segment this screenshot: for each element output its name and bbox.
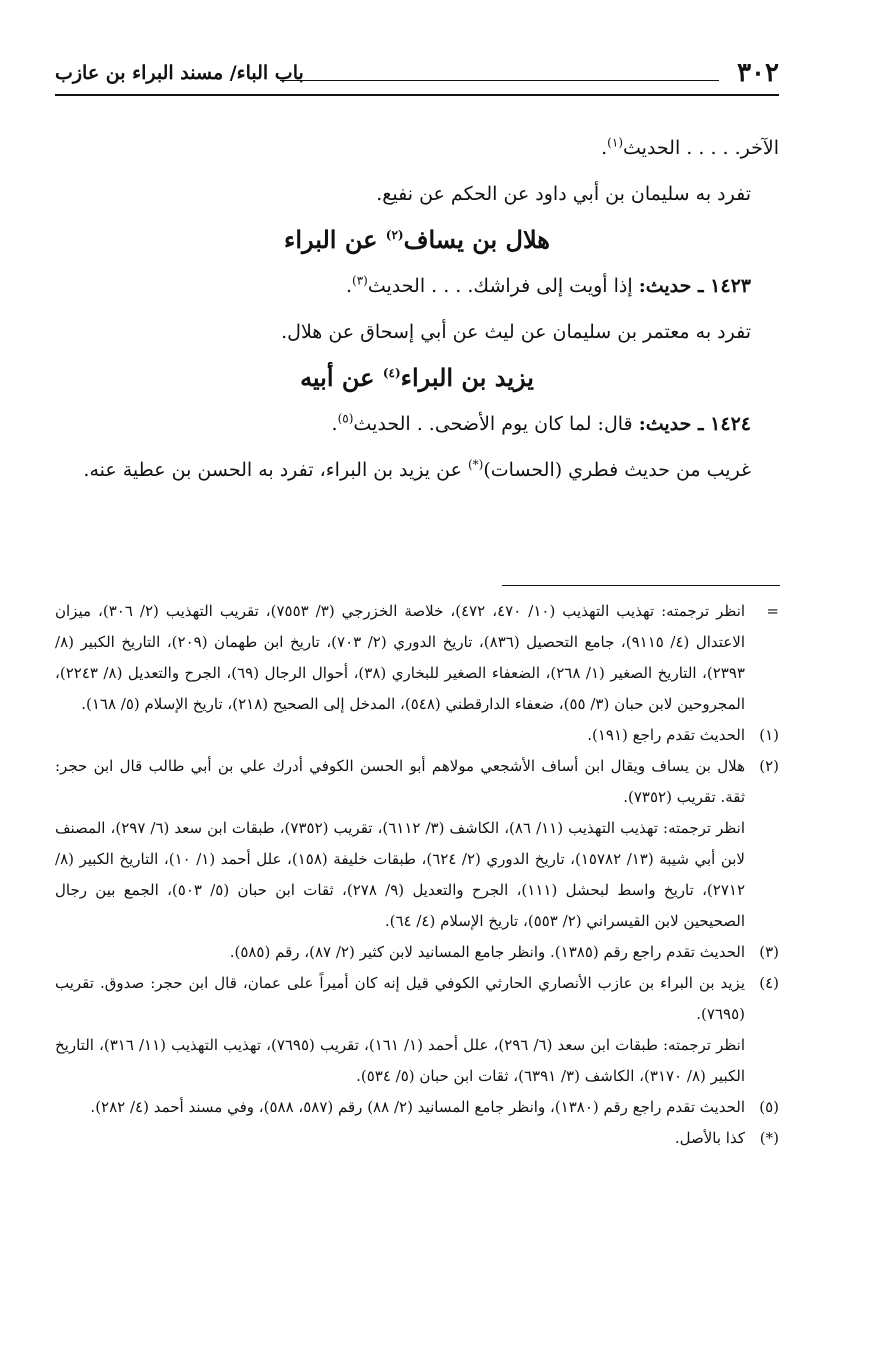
footnote-text: كذا بالأصل. (674, 1129, 745, 1147)
footnote-text: الحديث تقدم راجع رقم (١٣٨٠)، وانظر جامع المسانيد (٢/ ٨٨) رقم (٥٨٧، ٥٨٨)، وفي مسند أحمد (٤/ ٢٨٢). (90, 1098, 745, 1116)
header-dash-line (280, 80, 719, 81)
footnote-mark: = (766, 602, 779, 620)
page-header (55, 58, 779, 98)
hadith-number: ١٤٢٣ ـ حديث: (638, 275, 751, 297)
hadith-entry: ١٤٢٣ ـ حديث: إذا أويت إلى فراشك. . . . الحديث$^{(٣)}$. (345, 273, 751, 297)
header-rule (55, 94, 779, 96)
footnote-mark: (٢) (759, 757, 779, 775)
page-number: ٣٠٢ (737, 58, 779, 88)
footnote-text: يزيد بن البراء بن عازب الأنصاري الحارثي الكوفي قيل إنه كان أميراً على عمان، قال ابن حجر: صدوق. تقريب (٧٦٩٥). (55, 974, 745, 1023)
text-paragraph: غريب من حديث فطري (الحسات)(*) عن يزيد بن البراء، تفرد به الحسن بن عطية عنه. (83, 457, 751, 481)
section-heading: هلال بن يساف$^{(٢)}$ عن البراء (284, 225, 550, 254)
footnote-mark: (٥) (759, 1098, 779, 1116)
text-line: الآخر. . . . . الحديث$^{(١)}$. (601, 135, 779, 159)
footnote-ref: (١) (607, 135, 623, 150)
footnote-text: هلال بن يساف ويقال ابن أساف الأشجعي مولاهم أبو الحسن الكوفي أدرك علي بن أبي طالب قال ابن حجر: ثقة. تقريب (٧٣٥٢). (55, 757, 745, 806)
footnotes (55, 596, 779, 1154)
footnote-continuation (55, 596, 779, 720)
footnote-3 (55, 937, 779, 968)
footnote-mark: (*) (759, 1129, 779, 1147)
footnote-ref: (٣) (352, 273, 368, 288)
footnote-5 (55, 1092, 779, 1123)
footnote-ref: (٢) (385, 228, 404, 242)
footnote-separator (502, 585, 780, 586)
footnote-star (55, 1123, 779, 1154)
footnote-text: انظر ترجمته: تهذيب التهذيب (١٠/ ٤٧٠، ٤٧٢)، خلاصة الخزرجي (٣/ ٧٥٥٣)، تقريب التهذيب (٢/ ٣٠٦)، ميزان الاعتدال (٤/ ٩١١٥)، جامع التحصيل (٨٣٦)، تاريخ الدوري (٢/ ٧٠٣)، تاريخ ابن طهمان (٢٠٩)، التاريخ الكبير (٨/ ٢٣٩٣)، التاريخ الصغير (١/ ٢٦٨)، الضعفاء الصغير للبخاري (٣٨)، أحوال الرجال (٦٩)، الجرح والتعديل (٨/ ٢٢٤٣)، المجروحين لابن حبان (٣/ ٥٥)، ضعفاء الدارقطني (٥٤٨)، المدخل إلى الصحيح (٢١٨)، تاريخ الإسلام (٥/ ١٦٨). (55, 602, 746, 713)
hadith-number: ١٤٢٤ ـ حديث: (638, 413, 751, 435)
footnote-mark: (٤) (759, 974, 779, 992)
footnote-2 (55, 751, 779, 813)
footnote-4 (55, 968, 779, 1030)
footnote-text: الحديث تقدم راجع (١٩١). (587, 726, 745, 744)
text-line: تفرد به سليمان بن أبي داود عن الحكم عن نفيع. (376, 183, 751, 205)
main-text (55, 125, 779, 493)
footnote-text: الحديث تقدم راجع رقم (١٣٨٥). وانظر جامع المسانيد لابن كثير (٢/ ٨٧)، رقم (٥٨٥). (229, 943, 745, 961)
footnote-ref: (*) (467, 457, 484, 472)
hadith-entry: ١٤٢٤ ـ حديث: قال: لما كان يوم الأضحى. . الحديث$^{(٥)}$. (331, 411, 751, 435)
section-heading: يزيد بن البراء$^{(٤)}$ عن أبيه (300, 363, 534, 392)
running-title: باب الباء/ مسند البراء بن عازب (55, 62, 304, 84)
footnote-2-sources: انظر ترجمته: تهذيب التهذيب (١١/ ٨٦)، الكاشف (٣/ ٦١١٢)، تقريب (٧٣٥٢)، طبقات ابن سعد (٦/ ٢٩٧)، المصنف لابن أبي شيبة (١٣/ ١٥٧٨٢)، تاريخ الدوري (٢/ ٦٢٤)، طبقات خليفة (١٥٨)، علل أحمد (١/ ١٠)، التاريخ الكبير (٨/ ٢٧١٢)، تاريخ واسط لبحشل (١١١)، الجرح والتعديل (٩/ ٢٧٨)، ثقات ابن حبان (٥/ ٥٠٣)، الجمع بين رجال الصحيحين لابن القيسراني (٢/ ٥٥٣)، تاريخ الإسلام (٤/ ٦٤). (55, 819, 746, 930)
footnote-ref: (٥) (337, 411, 354, 426)
footnote-ref: (٤) (382, 366, 401, 380)
footnote-mark: (٣) (759, 943, 779, 961)
footnote-mark: (١) (759, 726, 779, 744)
footnote-1 (55, 720, 779, 751)
text-line: تفرد به معتمر بن سليمان عن ليث عن أبي إسحاق عن هلال. (281, 321, 751, 343)
footnote-4-sources: انظر ترجمته: طبقات ابن سعد (٦/ ٢٩٦)، علل أحمد (١/ ١٦١)، تقريب (٧٦٩٥)، تهذيب التهذيب (١١/ ٣١٦)، التاريخ الكبير (٨/ ٣١٧٠)، الكاشف (٣/ ٦٣٩١)، ثقات ابن حبان (٥/ ٥٣٤). (55, 1036, 745, 1085)
